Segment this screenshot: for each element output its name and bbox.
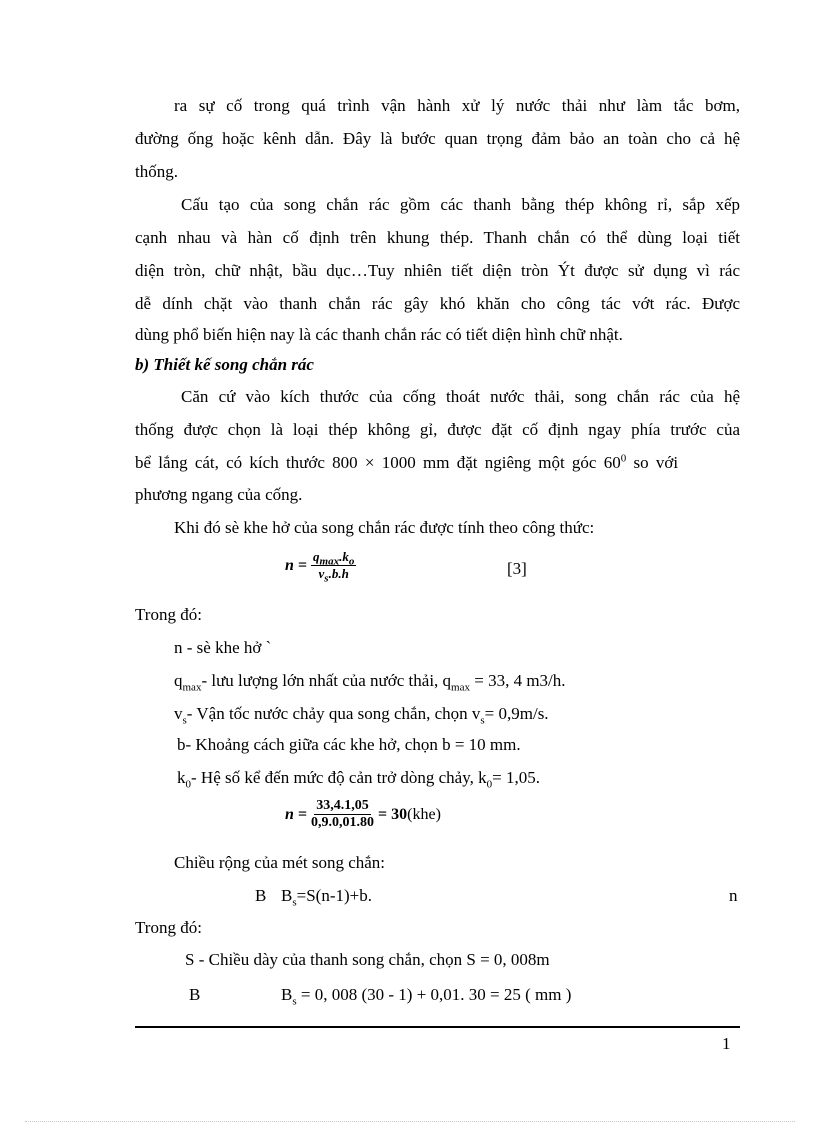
definition-b: b- Khoảng cách giữa các khe hở, chọn b = 10 mm. — [177, 735, 521, 754]
formula-slot-result — [285, 799, 441, 830]
paragraph3-line3-text: bể lắng cát, có kích thước 800 × 1000 mm đặt ngiêng một góc 60 — [135, 453, 621, 472]
formula1-numerator: $q_{max}.k_o$ — [313, 549, 355, 568]
width-formula-B: B — [255, 886, 267, 905]
width-formula: $B_s=S(n-1)+b$. — [281, 886, 372, 909]
paragraph2-line2: cạnh nhau và hàn cố định trên khung thép. Thanh chắn có thể dùng loại tiết — [135, 228, 740, 247]
definition-qmax: $q_{max}-$ lưu lượng lớn nhất của nước thải, $q_{max} = 33$, 4 m3/h. — [174, 671, 566, 694]
definition-k0: $k_0-$ Hệ số kể đến mức độ cản trở dòng chảy, $k_0= 1,05$. — [177, 768, 540, 791]
paragraph3-line4: phương ngang của cống. — [135, 485, 303, 504]
paragraph1-line1: ra sự cố trong quá trình vận hành xử lý nước thải như làm tắc bơm, — [174, 96, 740, 115]
calc-B: B — [189, 985, 201, 1004]
definition-s: S - Chiều dày của thanh song chắn, chọn S = 0, 008m — [185, 950, 550, 969]
paragraph4: Khi đó sè khe hở của song chắn rác được tính theo công thức: — [174, 518, 595, 537]
width-formula-trailing: n — [729, 886, 738, 905]
formula2-fraction — [311, 799, 374, 830]
paragraph3-line2: thống được chọn là loại thép không gỉ, được đặt cố định ngay phía trước của — [135, 420, 740, 439]
paragraph3-line1: Căn cứ vào kích thước của cống thoát nước thải, song chắn rác của hệ — [181, 387, 740, 406]
paragraph2-line3: diện tròn, chữ nhật, bầu dục…Tuy nhiên tiết diện tròn Ýt được sử dụng vì rác — [135, 261, 740, 280]
formula-slot-count — [285, 549, 356, 585]
calc-formula: $B_s = 0$, 008 (30 - 1) + 0,01. 30 = 25 ( mm ) — [281, 985, 572, 1008]
formula2-lhs: n = — [285, 805, 308, 823]
degree-superscript: 0 — [620, 452, 627, 465]
formula2-denominator: 0,9.0,01.80 — [311, 815, 375, 830]
definition-n: n - sè khe hở ` — [174, 638, 272, 657]
paragraph3-line3 — [135, 453, 678, 473]
formula1-reference: [3] — [507, 559, 527, 578]
page-bottom-border — [25, 1121, 795, 1122]
section-heading: b) Thiết kế song chắn rác — [135, 355, 314, 374]
where-label-2: Trong đó: — [135, 918, 202, 937]
formula1-lhs: n = — [285, 556, 308, 574]
formula1-denominator: $v_s.b.h$ — [318, 566, 349, 585]
formula2-result: = 30(khe) — [378, 805, 441, 823]
page-number: 1 — [722, 1034, 731, 1053]
formula1-fraction — [311, 549, 356, 585]
where-label-1: Trong đó: — [135, 605, 202, 624]
footer-rule — [135, 1026, 740, 1028]
paragraph2-line1: Cấu tạo của song chắn rác gồm các thanh bằng thép không rỉ, sắp xếp — [181, 195, 740, 214]
paragraph1-line2: đường ống hoặc kênh dẫn. Đây là bước quan trọng đảm bảo an toàn cho cả hệ — [135, 129, 740, 148]
width-label: Chiều rộng của mét song chắn: — [174, 853, 386, 872]
formula2-numerator: 33,4.1,05 — [316, 798, 369, 813]
paragraph1-line3: thống. — [135, 162, 178, 181]
definition-vs: $v_s-$ Vận tốc nước chảy qua song chắn, chọn $v_s= 0,9m/s$. — [174, 704, 549, 727]
paragraph2-line4: dễ dính chặt vào thanh chắn rác gây khó khăn cho công tác vớt rác. Được — [135, 294, 740, 313]
paragraph3-line3-tail: so với — [626, 453, 679, 472]
paragraph2-line5: dùng phổ biến hiện nay là các thanh chắn rác có tiết diện hình chữ nhật. — [135, 325, 623, 344]
